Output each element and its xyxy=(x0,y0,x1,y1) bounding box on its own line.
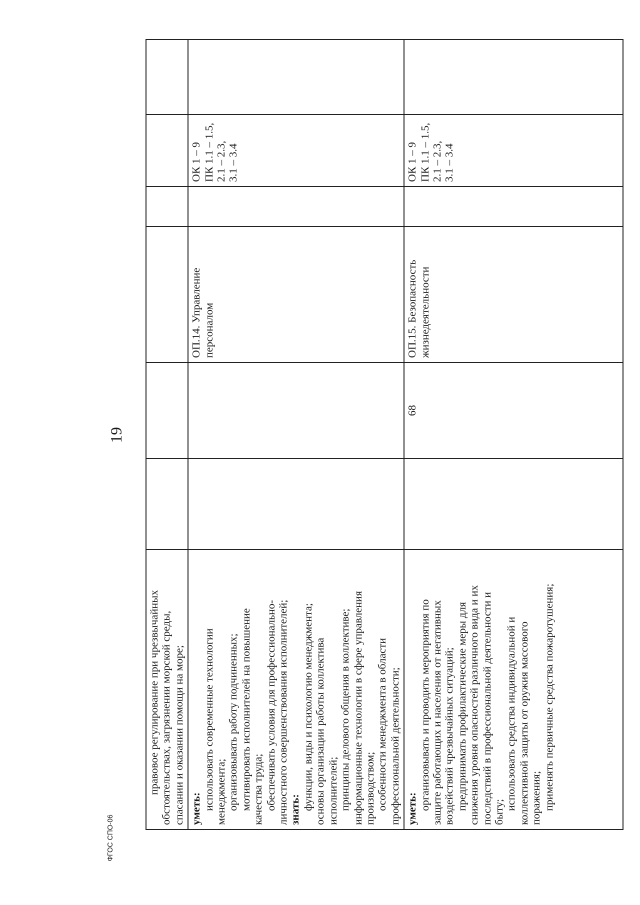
empty-cell xyxy=(404,187,623,227)
max-load-cell xyxy=(404,459,623,550)
empty-cell xyxy=(188,187,404,227)
table-row xyxy=(404,40,623,830)
hours-cell xyxy=(188,363,404,459)
max-load-cell xyxy=(146,459,188,550)
empty-cell xyxy=(146,187,188,227)
learning-outcomes-cell: уметь: организовывать и проводить мероприятия по защите работающих и населения от негативных воздействий чрезвычайных ситуаций; предпринимать профилактические меры для снижения уровня опасностей различного вида и их последствий в профессиональной деятельности и быту; использовать средства индивидуальной и коллективной защиты от оружия массового поражения; применять первичные средства пожаротушения; xyxy=(404,550,623,830)
competence-cell: ОК 1 – 9 ПК 1.1 – 1.5, 2.1 – 2.3, 3.1 – 3.4 xyxy=(404,115,623,187)
page-number: 19 xyxy=(108,427,126,443)
table-row xyxy=(188,40,404,830)
rotated-page xyxy=(103,40,578,830)
table-row xyxy=(146,40,188,830)
learning-outcomes-cell: правовое регулирование при чрезвычайных обстоятельствах, загрязнении морской среды, спасании и оказании помощи на море; xyxy=(146,550,188,830)
hours-cell: 68 xyxy=(404,363,623,459)
margin-cell xyxy=(188,40,404,115)
hours-cell xyxy=(146,363,188,459)
discipline-cell xyxy=(146,227,188,363)
curriculum-table xyxy=(146,39,624,830)
footer-holder xyxy=(105,808,117,868)
margin-cell xyxy=(404,40,623,115)
discipline-cell: ОП.14. Управление персоналом xyxy=(188,227,404,363)
competence-cell: ОК 1 – 9 ПК 1.1 – 1.5, 2.1 – 2.3, 3.1 – 3.4 xyxy=(188,115,404,187)
max-load-cell xyxy=(188,459,404,550)
margin-cell xyxy=(146,40,188,115)
competence-cell xyxy=(146,115,188,187)
learning-outcomes-cell: уметь: использовать современные технологии менеджмента; организовывать работу подчиненных; мотивировать исполнителей на повышение качества труда; обеспечивать условия для профессионально- личностного совершенствования исполнителей; знать: функции, виды и психологию менеджмента; основы организации работы коллектива исполнителей; принципы делового общения в коллективе; информационные технологии в сфере управления производством; особенности менеджмента в области профессиональной деятельности; xyxy=(188,550,404,830)
discipline-cell: ОП.15. Безопасность жизнедеятельности xyxy=(404,227,623,363)
footer-mark: ФГОС СПО-06 xyxy=(107,814,115,862)
